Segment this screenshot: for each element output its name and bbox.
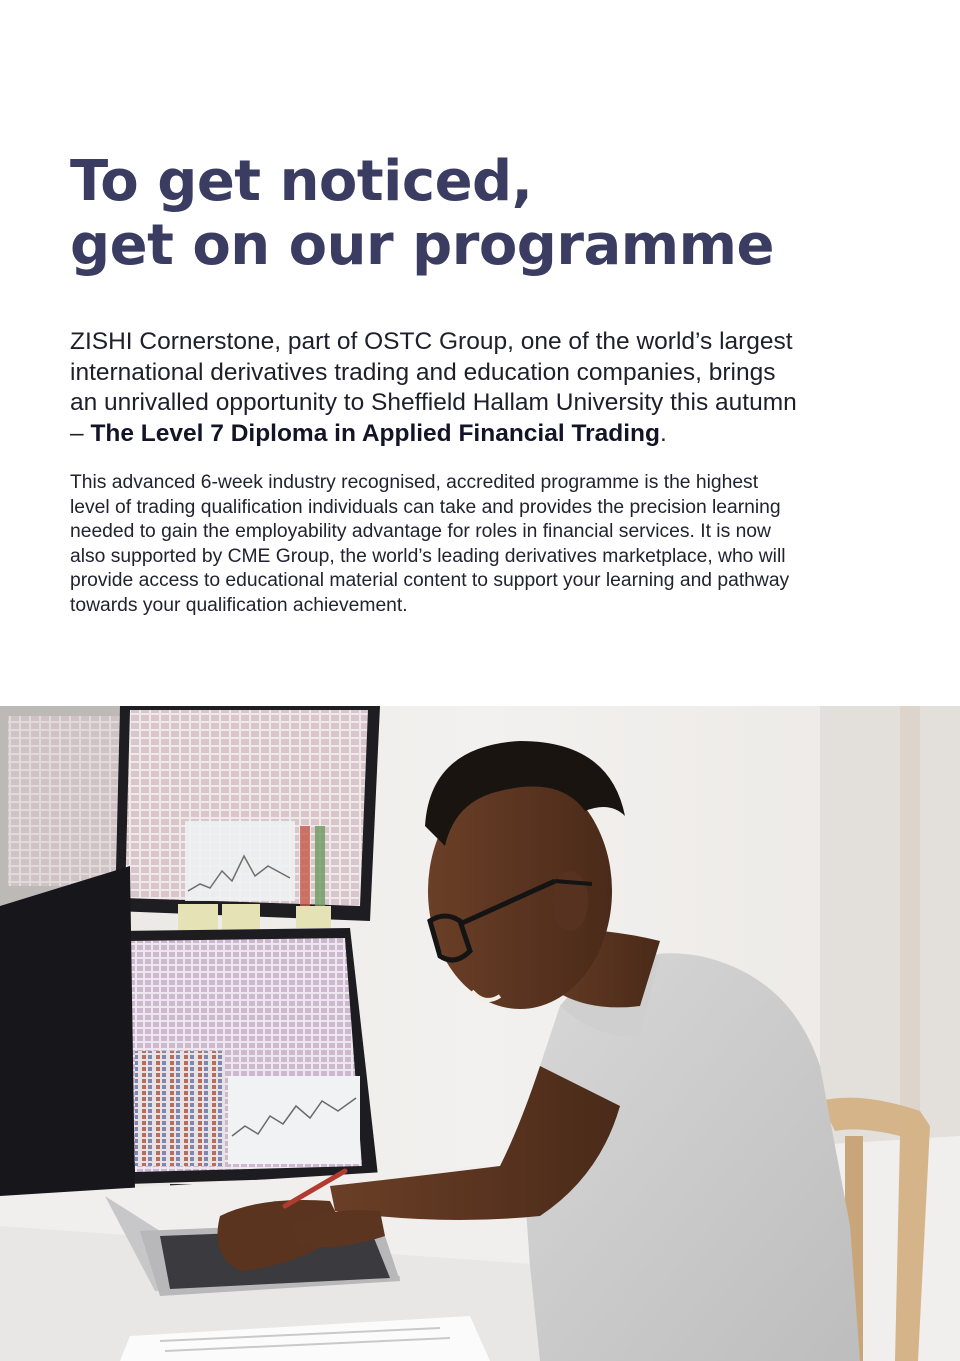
body-line-5: provide access to educational material content to support your learning and pathway: [70, 570, 790, 592]
intro-period: .: [659, 419, 667, 447]
body-line-6: towards your qualification achievement.: [70, 594, 408, 616]
page-headline: [70, 150, 930, 278]
body-line-4: also supported by CME Group, the world’s leading derivatives marketplace, who will: [70, 545, 786, 567]
intro-line-3: an unrivalled opportunity to Sheffield Hallam University this autumn: [70, 389, 797, 416]
intro-paragraph: [70, 327, 930, 449]
body-line-3: needed to gain the employability advantage for roles in financial services. It is now: [70, 521, 771, 543]
headline-line-2: get on our programme: [70, 213, 774, 278]
intro-line-4: [70, 419, 930, 450]
intro-dash: –: [70, 419, 91, 447]
body-line-1: This advanced 6-week industry recognised, accredited programme is the highest: [70, 472, 759, 493]
student-trading-photo: [0, 706, 960, 1361]
body-paragraph: [70, 471, 940, 619]
body-line-2: level of trading qualification individuals can take and provides the precision learning: [70, 496, 781, 518]
intro-line-2: international derivatives trading and education companies, brings: [70, 358, 776, 386]
headline-line-1: To get noticed,: [70, 149, 533, 214]
diploma-name: The Level 7 Diploma in Applied Financial Trading: [90, 419, 660, 447]
intro-line-1: ZISHI Cornerstone, part of OSTC Group, one of the world’s largest: [70, 328, 793, 355]
